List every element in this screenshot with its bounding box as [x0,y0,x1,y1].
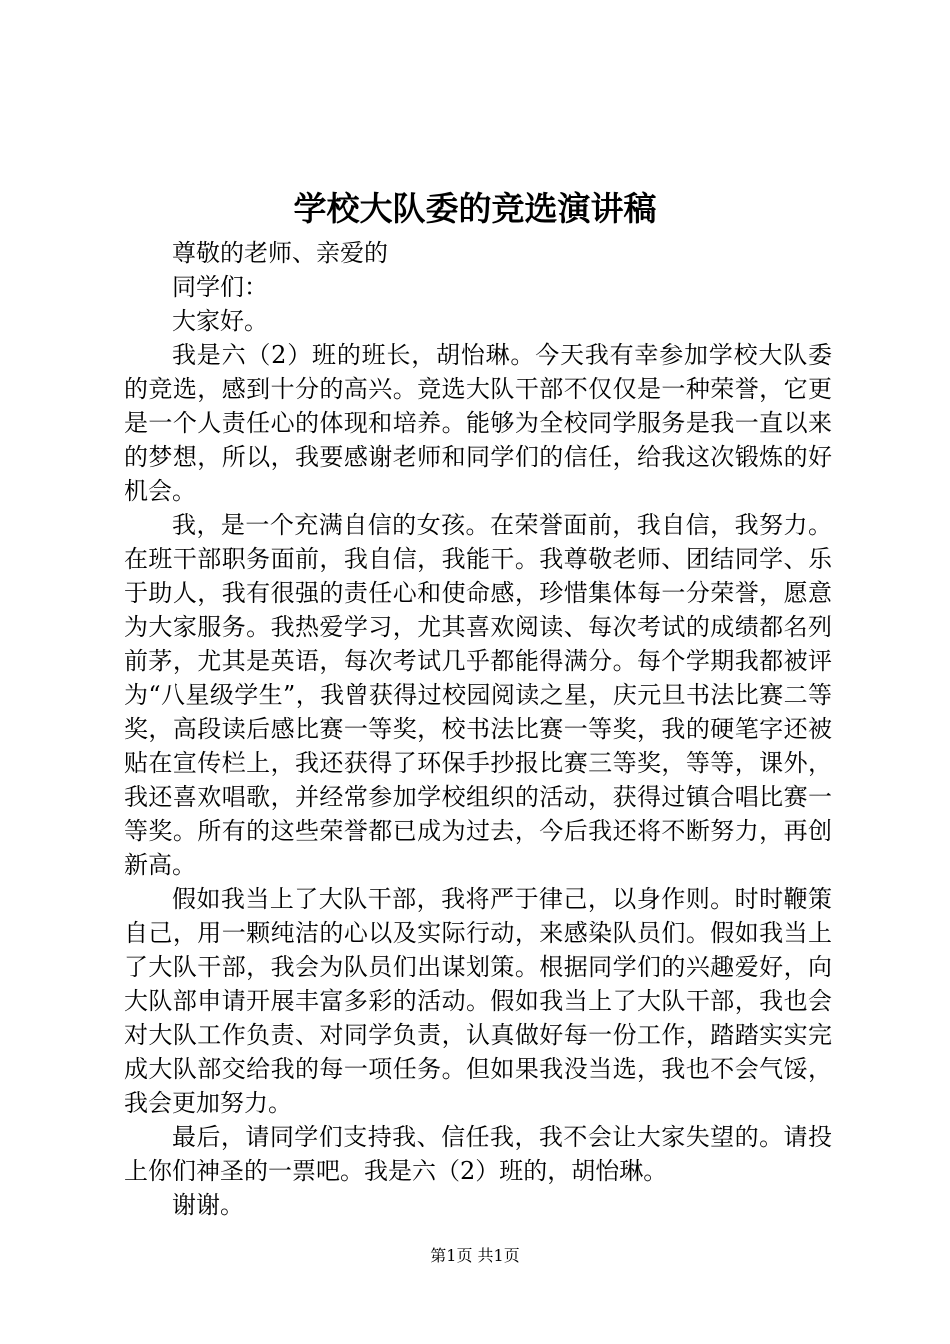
paragraph-intro: 我是六（2）班的班长，胡怡琳。今天我有幸参加学校大队委的竞选，感到十分的高兴。竞选大队干部不仅仅是一种荣誉，它更是一个人责任心的体现和培养。能够为全校同学服务是我一直以来的梦想，所以，我要感谢老师和同学们的信任，给我这次锻炼的好机会。 [124,341,832,505]
page-footer: 第1页 共1页 [430,1246,520,1265]
greeting: 大家好。 [172,307,268,335]
document-body [124,236,832,1222]
salutation-line-2: 同学们： [172,273,268,301]
document-title: 学校大队委的竞选演讲稿 [293,189,657,228]
thanks: 谢谢。 [172,1191,244,1219]
paragraph-commitment: 假如我当上了大队干部，我将严于律己，以身作则。时时鞭策自己，用一颗纯洁的心以及实际行动，来感染队员们。假如我当上了大队干部，我会为队员们出谋划策。根据同学们的兴趣爱好，向大队部申请开展丰富多彩的活动。假如我当上了大队干部，我也会对大队工作负责、对同学负责，认真做好每一份工作，踏踏实实完成大队部交给我的每一项任务。但如果我没当选，我也不会气馁，我会更加努力。 [124,885,832,1117]
paragraph-closing: 最后，请同学们支持我、信任我，我不会让大家失望的。请投上你们神圣的一票吧。我是六（2）班的，胡怡琳。 [124,1123,832,1185]
paragraph-self-description: 我，是一个充满自信的女孩。在荣誉面前，我自信，我努力。在班干部职务面前，我自信，我能干。我尊敬老师、团结同学、乐于助人，我有很强的责任心和使命感，珍惜集体每一分荣誉，愿意为大家服务。我热爱学习，尤其喜欢阅读、每次考试的成绩都名列前茅，尤其是英语，每次考试几乎都能得满分。每个学期我都被评为“八星级学生”，我曾获得过校园阅读之星，庆元旦书法比赛二等奖，高段读后感比赛一等奖，校书法比赛一等奖，我的硬笔字还被贴在宣传栏上，我还获得了环保手抄报比赛三等奖，等等，课外，我还喜欢唱歌，并经常参加学校组织的活动，获得过镇合唱比赛一等奖。所有的这些荣誉都已成为过去，今后我还将不断努力，再创新高。 [124,511,832,879]
salutation-line-1: 尊敬的老师、亲爱的 [172,239,388,267]
